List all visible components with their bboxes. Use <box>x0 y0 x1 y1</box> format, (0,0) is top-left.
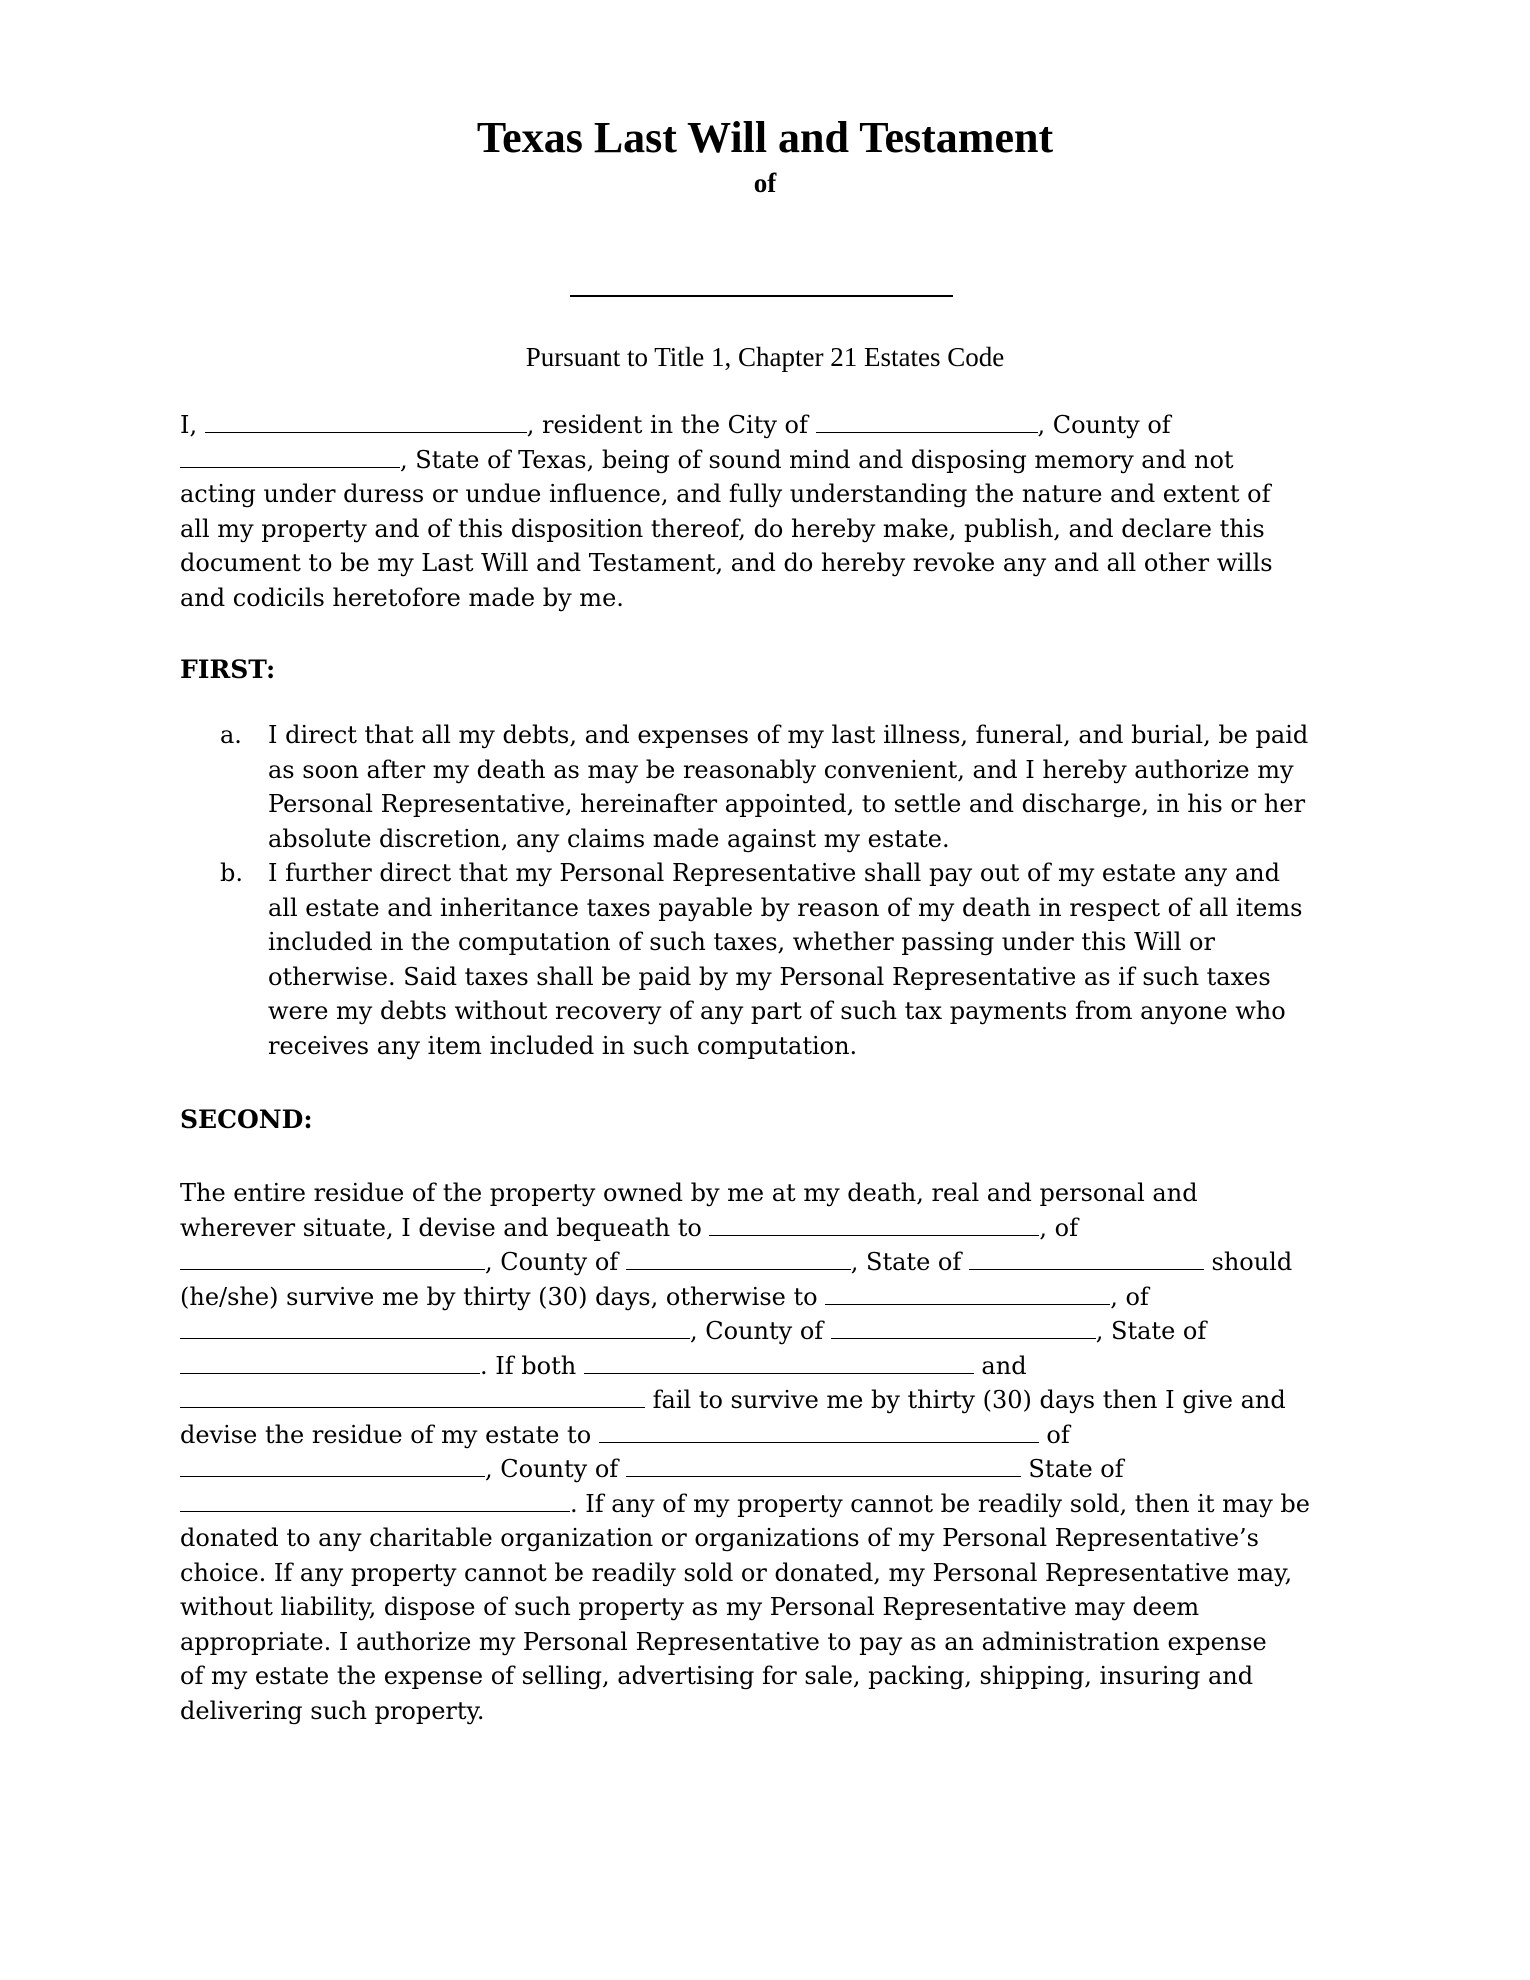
second-line <box>180 1280 1365 1315</box>
second-text: fail to survive me by thirty (30) days then I give and <box>645 1386 1286 1414</box>
second-line: appropriate. I authorize my Personal Representative to pay as an administration expense <box>180 1627 1267 1656</box>
first-list <box>220 718 1365 1063</box>
second-line <box>180 1211 1365 1246</box>
second-text: , County of <box>485 1248 626 1276</box>
second-text: , State of <box>850 1248 969 1276</box>
intro-text: , County of <box>1037 411 1171 439</box>
second-text: , of <box>1039 1213 1079 1242</box>
residue-city-field[interactable] <box>180 1458 485 1477</box>
testator-name-field[interactable] <box>205 414 527 433</box>
intro-line: and codicils heretofore made by me. <box>180 583 624 612</box>
alternate-city-field[interactable] <box>180 1320 690 1339</box>
intro-text: , State of Texas, being of sound mind and disposing memory and not <box>400 445 1234 474</box>
both-first-name-field[interactable] <box>584 1355 974 1374</box>
second-text: , County of <box>690 1317 831 1345</box>
second-line: of my estate the expense of selling, advertising for sale, packing, shipping, insuring and <box>180 1662 1254 1690</box>
second-line <box>180 1452 1365 1487</box>
second-line <box>180 1245 1365 1280</box>
second-line: without liability, dispose of such property as my Personal Representative may deem <box>180 1593 1200 1621</box>
list-marker: b. <box>220 859 243 887</box>
testator-name-blank[interactable] <box>570 295 953 297</box>
intro-text: I, <box>180 411 205 439</box>
alternate-beneficiary-field[interactable] <box>825 1286 1110 1305</box>
intro-text: , resident in the City of <box>526 411 816 439</box>
intro-line <box>180 408 1365 443</box>
list-line: included in the computation of such taxes, whether passing under this Will or <box>268 928 1215 956</box>
list-line: otherwise. Said taxes shall be paid by my Personal Representative as if such taxes <box>268 962 1271 991</box>
second-text: devise the residue of my estate to <box>180 1420 599 1449</box>
list-line: I further direct that my Personal Representative shall pay out of my estate any and <box>268 859 1280 887</box>
alternate-state-field[interactable] <box>180 1355 480 1374</box>
city-field[interactable] <box>816 414 1038 433</box>
beneficiary-county-field[interactable] <box>626 1251 851 1270</box>
second-text: and <box>973 1351 1027 1380</box>
second-line <box>180 1314 1365 1349</box>
document-title: Texas Last Will and Testament <box>476 113 1054 162</box>
list-item <box>220 856 1365 1063</box>
second-text: (he/she) survive me by thirty (30) days, otherwise to <box>180 1282 826 1311</box>
list-line: Personal Representative, hereinafter appointed, to settle and discharge, in his or her <box>268 790 1306 818</box>
intro-line <box>180 443 1365 478</box>
list-line: were my debts without recovery of any part of such tax payments from anyone who <box>268 997 1286 1025</box>
pursuant-statement: Pursuant to Title 1, Chapter 21 Estates Code <box>525 342 1005 372</box>
second-line <box>180 1383 1365 1418</box>
second-line <box>180 1487 1365 1522</box>
second-text: , County of <box>485 1455 626 1483</box>
alternate-county-field[interactable] <box>831 1320 1096 1339</box>
beneficiary-state-field[interactable] <box>969 1251 1204 1270</box>
second-line: delivering such property. <box>180 1696 485 1725</box>
county-field[interactable] <box>180 449 400 468</box>
beneficiary-city-field[interactable] <box>180 1251 485 1270</box>
second-text: . If both <box>480 1351 584 1380</box>
list-item <box>220 718 1365 856</box>
second-text: wherever situate, I devise and bequeath to <box>180 1213 710 1242</box>
second-heading: SECOND: <box>180 1105 313 1134</box>
second-text: , State of <box>1095 1317 1207 1345</box>
second-line <box>180 1418 1365 1453</box>
list-line: as soon after my death as may be reasonably convenient, and I hereby authorize my <box>268 755 1294 784</box>
second-text: of <box>1038 1420 1070 1449</box>
beneficiary-name-field[interactable] <box>709 1217 1039 1236</box>
list-marker: a. <box>220 721 242 749</box>
residue-county-field[interactable] <box>626 1458 1021 1477</box>
second-line: The entire residue of the property owned by me at my death, real and personal and <box>180 1179 1198 1207</box>
intro-line: all my property and of this disposition thereof, do hereby make, publish, and declare this <box>180 514 1265 543</box>
residue-beneficiary-field[interactable] <box>599 1424 1039 1443</box>
list-line: absolute discretion, any claims made against my estate. <box>268 824 950 853</box>
first-heading: FIRST: <box>180 655 276 684</box>
second-line: donated to any charitable organization or organizations of my Personal Representative’s <box>180 1524 1259 1552</box>
document-subtitle: of <box>753 168 777 198</box>
second-line: choice. If any property cannot be readily sold or donated, my Personal Representative may, <box>180 1558 1293 1587</box>
second-text: . If any of my property cannot be readily sold, then it may be <box>570 1489 1310 1518</box>
second-text: , of <box>1110 1282 1149 1311</box>
residue-state-field[interactable] <box>180 1493 570 1512</box>
second-line <box>180 1349 1365 1384</box>
list-line: receives any item included in such computation. <box>268 1031 858 1060</box>
second-text: should <box>1203 1248 1293 1276</box>
second-text: State of <box>1020 1455 1124 1483</box>
intro-paragraph <box>180 408 1365 615</box>
second-paragraph <box>180 1176 1365 1728</box>
list-line: I direct that all my debts, and expenses of my last illness, funeral, and burial, be paid <box>268 721 1309 749</box>
intro-line: document to be my Last Will and Testament, and do hereby revoke any and all other wills <box>180 549 1273 577</box>
intro-line: acting under duress or undue influence, and fully understanding the nature and extent of <box>180 480 1271 508</box>
list-line: all estate and inheritance taxes payable by reason of my death in respect of all items <box>268 893 1303 922</box>
both-second-name-field[interactable] <box>180 1389 645 1408</box>
